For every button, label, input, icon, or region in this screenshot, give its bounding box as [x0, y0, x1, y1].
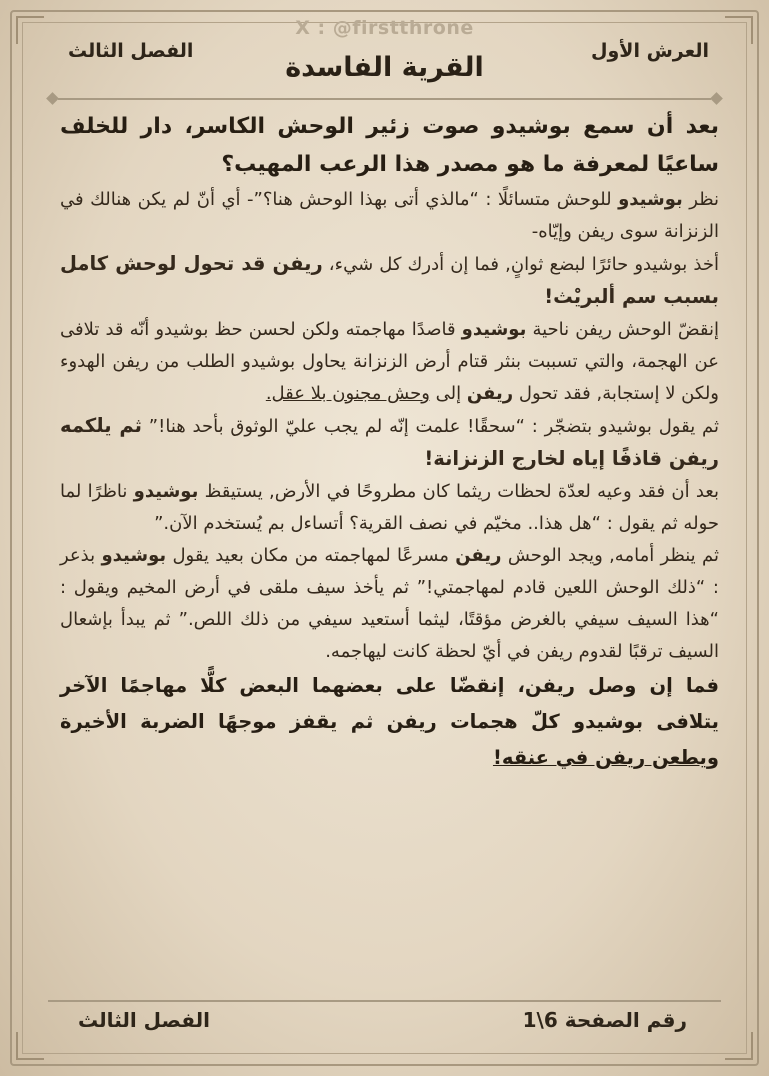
header-divider — [48, 96, 721, 102]
lead-paragraph: بعد أن سمع بوشيدو صوت زئير الوحش الكاسر، دار للخلف ساعيًا لمعرفة ما هو مصدر هذا الرعب المهيب؟ — [60, 114, 719, 177]
corner-ornament — [16, 1032, 44, 1060]
story-text — [60, 108, 719, 776]
page-title: القرية الفاسدة — [285, 52, 484, 83]
paragraph: بعد أن فقد وعيه لعدّة لحظات ريثما كان مطروحًا في الأرض, يستيقظ بوشيدو ناظرًا لما حوله ثم يقول : “هل هذا.. مخيّم في نصف القرية؟ أتساءل بم يُستخدم الآن.” — [60, 481, 719, 534]
series-name: العرش الأول — [591, 40, 709, 62]
paragraph: إنقضّ الوحش ريفن ناحية بوشيدو قاصدًا مهاجمته ولكن لحسن حظ بوشيدو أنّه قد تلافى عن الهجمة، والتي تسببت بنثر قتام أرض الزنزانة يحاول بوشيدو الطلب من ريفن الهدوء ولكن لا إستجابة, فقد تحول ريفن إلى وحش مجنون بلا عقل. — [60, 319, 719, 404]
chapter-label-top: الفصل الثالث — [68, 40, 194, 62]
corner-ornament — [725, 1032, 753, 1060]
chapter-label-bottom: الفصل الثالث — [78, 1008, 211, 1032]
watermark: X : @firstthrone — [295, 17, 474, 39]
paragraph: نظر بوشيدو للوحش متسائلًا : “مالذي أتى بهذا الوحش هنا؟”- أي أنّ لم يكن هنالك في الزنزانة سوى ريفن وإيّاه- — [60, 189, 719, 242]
footer-divider — [48, 1000, 721, 1002]
paragraph: أخذ بوشيدو حائرًا لبضع ثوانٍ, فما إن أدرك كل شيء، ريفن قد تحول لوحش كامل بسبب سم ألبريْث! — [60, 252, 719, 308]
page-number: رقم الصفحة 6\1 — [522, 1008, 687, 1032]
paragraph: ثم يقول بوشيدو بتضجّر : “سحقًا! علمت إنّه لم يجب عليّ الوثوق بأحد هنا!” ثم يلكمه ريفن قاذفًا إياه لخارج الزنزانة! — [60, 414, 719, 470]
paragraph: ثم ينظر أمامه, ويجد الوحش ريفن مسرعًا لمهاجمته من مكان بعيد يقول بوشيدو بذعر : “ذلك الوحش اللعين قادم لمهاجمتي!” ثم يأخذ سيف ملقى في أرض المخيم ويقول : “هذا السيف سيفي بالغرض مؤقتًا، ليثما أستعيد سيفي من ذلك اللص.” ثم يبدأ بإشعال السيف ترقبًا لقدوم ريفن في أيّ لحظة كانت ليهاجمه. — [60, 545, 719, 662]
closing-paragraph: فما إن وصل ريفن، إنقضّا على بعضهما البعض كلًّا مهاجمًا الآخر يتلافى بوشيدو كلّ هجمات ريفن ثم يقفز موجهًا الضربة الأخيرة ويطعن ريفن في عنقه! — [60, 674, 719, 769]
